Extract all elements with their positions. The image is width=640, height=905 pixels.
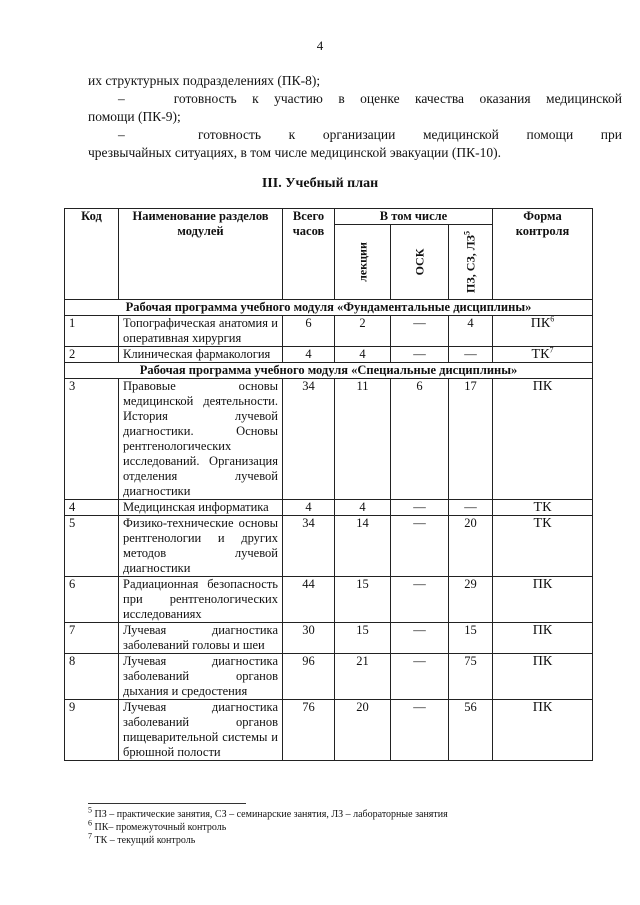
row-total: 4 [283,347,335,363]
list-dash: – [118,127,125,142]
row-control: ПК [493,577,593,623]
row-osk: — [391,500,449,516]
row-code: 7 [65,623,119,654]
row-total: 30 [283,623,335,654]
row-pz: 4 [449,316,493,347]
intro-item-2-cont: помощи (ПК-9); [88,109,181,124]
row-pz: — [449,347,493,363]
row-pz: 56 [449,700,493,761]
intro-item-2 [88,90,622,108]
row-osk: — [391,700,449,761]
header-pz: ПЗ, СЗ, $ЛЗ^5$ [449,225,493,300]
row-pz: 29 [449,577,493,623]
row-lectures: 11 [335,379,391,500]
row-pz: 15 [449,623,493,654]
table-row [65,577,593,623]
row-total: 4 [283,500,335,516]
header-code: Код [65,209,119,300]
table-row [65,654,593,700]
table-row [65,316,593,347]
row-control: ПК [493,379,593,500]
row-pz: 17 [449,379,493,500]
table-row [65,347,593,363]
row-control: ТК [493,500,593,516]
row-name: Лучевая диагностика заболеваний органов пищеварительной системы и брюшной полости [119,700,283,761]
section-title: III. Учебный план [261,176,379,191]
footnotes [88,805,448,847]
header-name: Наименование разделов модулей [119,209,283,300]
table-row [65,516,593,577]
intro-item-2-text: готовность к участию в оценке качества оказания медицинской [173,91,623,106]
row-lectures: 21 [335,654,391,700]
intro-item-3-text: готовность к организации медицинской помощи при [198,127,623,142]
row-control: ПК [493,654,593,700]
row-code: 6 [65,577,119,623]
row-code: 2 [65,347,119,363]
table-row [65,700,593,761]
row-total: 76 [283,700,335,761]
intro-item-3-cont: чрезвычайных ситуациях, в том числе медицинской эвакуации (ПК-10). [88,145,501,160]
row-name: Физико-технические основы рентгенологии и других методов лучевой диагностики [119,516,283,577]
row-pz: 20 [449,516,493,577]
row-pz: — [449,500,493,516]
row-osk: — [391,623,449,654]
row-lectures: 15 [335,577,391,623]
footnote-5: $^5$ ПЗ – практические занятия, СЗ – семинарские занятия, ЛЗ – лабораторные занятия [88,805,448,820]
row-control: ТК [493,516,593,577]
row-lectures: 15 [335,623,391,654]
row-code: 4 [65,500,119,516]
row-osk: — [391,316,449,347]
row-code: 3 [65,379,119,500]
row-code: 1 [65,316,119,347]
table-row [65,379,593,500]
row-osk: — [391,654,449,700]
row-name: Клиническая фармакология [119,347,283,363]
row-osk: 6 [391,379,449,500]
footnote-6: $^6$ ПК– промежуточный контроль [88,818,227,833]
footnote-divider [88,803,246,804]
row-name: Лучевая диагностика заболеваний органов дыхания и средостения [119,654,283,700]
row-lectures: 14 [335,516,391,577]
row-lectures: 4 [335,347,391,363]
page-number: 4 [316,38,324,53]
row-control: ПК [493,700,593,761]
row-lectures: 20 [335,700,391,761]
row-pz: 75 [449,654,493,700]
intro-line-1: их структурных подразделениях (ПК-8); [88,73,321,88]
row-control: $ТК^7$ [493,347,593,363]
table-row [65,500,593,516]
header-lectures: лекции [335,225,391,300]
row-name: Топографическая анатомия и оперативная хирургия [119,316,283,347]
header-total: Всего часов [283,209,335,300]
row-lectures: 4 [335,500,391,516]
row-code: 8 [65,654,119,700]
row-lectures: 2 [335,316,391,347]
row-code: 9 [65,700,119,761]
curriculum-table [64,208,593,761]
module-title-special: Рабочая программа учебного модуля «Специальные дисциплины» [65,363,593,379]
row-total: 6 [283,316,335,347]
row-osk: — [391,347,449,363]
row-osk: — [391,577,449,623]
row-control: ПК [493,623,593,654]
footnote-7: $^7$ ТК – текущий контроль [88,831,196,846]
row-name: Медицинская информатика [119,500,283,516]
row-total: 34 [283,516,335,577]
row-total: 34 [283,379,335,500]
list-dash: – [118,91,125,106]
row-control: $ПК^6$ [493,316,593,347]
row-osk: — [391,516,449,577]
row-total: 96 [283,654,335,700]
row-name: Радиационная безопасность при рентгенологических исследованиях [119,577,283,623]
intro-item-3 [88,126,622,144]
header-osk: ОСК [391,225,449,300]
row-total: 44 [283,577,335,623]
row-code: 5 [65,516,119,577]
row-name: Правовые основы медицинской деятельности. История лучевой диагностики. Основы рентгенологических исследований. Организация отделения лучевой диагностики [119,379,283,500]
module-title-fundamental: Рабочая программа учебного модуля «Фундаментальные дисциплины» [65,300,593,316]
row-name: Лучевая диагностика заболеваний головы и шеи [119,623,283,654]
header-including: В том числе [335,209,493,225]
table-row [65,623,593,654]
header-control: Форма контроля [493,209,593,300]
